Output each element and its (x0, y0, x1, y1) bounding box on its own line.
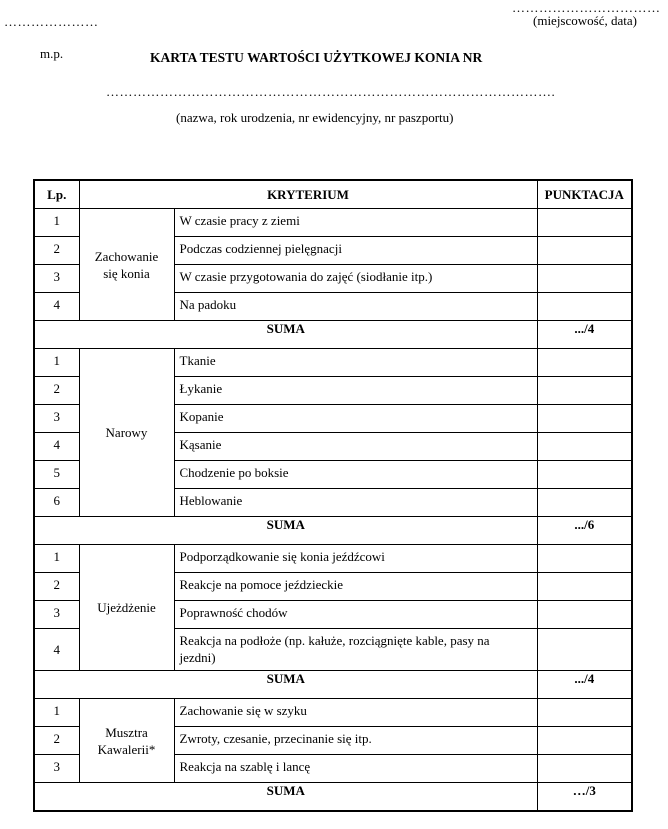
row-number: 4 (34, 433, 79, 461)
row-number: 3 (34, 265, 79, 293)
row-number: 4 (34, 293, 79, 321)
score-cell[interactable] (537, 377, 632, 405)
criterion-text: Zwroty, czesanie, przecinanie się itp. (174, 727, 537, 755)
score-cell[interactable] (537, 349, 632, 377)
criterion-text: Kopanie (174, 405, 537, 433)
score-cell[interactable] (537, 755, 632, 783)
score-cell[interactable] (537, 293, 632, 321)
column-header-score: PUNKTACJA (537, 180, 632, 209)
criterion-text: Chodzenie po boksie (174, 461, 537, 489)
criterion-text: W czasie pracy z ziemi (174, 209, 537, 237)
score-cell[interactable] (537, 629, 632, 671)
row-number: 1 (34, 545, 79, 573)
group-label-vices: Narowy (79, 349, 174, 517)
score-cell[interactable] (537, 405, 632, 433)
table-row (34, 699, 632, 727)
table-row (34, 545, 632, 573)
group-label-dressage: Ujeżdżenie (79, 545, 174, 671)
sum-label: SUMA (34, 671, 537, 699)
score-cell[interactable] (537, 601, 632, 629)
row-number: 3 (34, 755, 79, 783)
score-cell[interactable] (537, 727, 632, 755)
criterion-text: Reakcja na podłoże (np. kałuże, rozciągnięte kable, pasy na jezdni) (174, 629, 537, 671)
place-date-label: (miejscowość, data) (533, 13, 637, 28)
column-header-lp: Lp. (34, 180, 79, 209)
row-number: 5 (34, 461, 79, 489)
row-number: 2 (34, 237, 79, 265)
sum-row (34, 517, 632, 545)
criterion-text: Heblowanie (174, 489, 537, 517)
table-row (34, 349, 632, 377)
score-cell[interactable] (537, 489, 632, 517)
page-title: KARTA TESTU WARTOŚCI UŻYTKOWEJ KONIA NR (150, 50, 483, 65)
row-number: 2 (34, 573, 79, 601)
sum-row (34, 321, 632, 349)
score-cell[interactable] (537, 573, 632, 601)
row-number: 4 (34, 629, 79, 671)
group-label-behaviour: Zachowanie się konia (79, 209, 174, 321)
score-cell[interactable] (537, 237, 632, 265)
row-number: 1 (34, 699, 79, 727)
sum-value[interactable]: .../4 (537, 671, 632, 699)
horse-details-caption: (nazwa, rok urodzenia, nr ewidencyjny, nr paszportu) (176, 110, 454, 125)
row-number: 2 (34, 727, 79, 755)
sum-value[interactable]: .../4 (537, 321, 632, 349)
table-row (34, 209, 632, 237)
column-header-criterion: KRYTERIUM (79, 180, 537, 209)
horse-details-dots: ………………………………………………………………………………………. (106, 84, 556, 99)
criterion-text: Reakcja na szablę i lancę (174, 755, 537, 783)
place-date-dots: …………………………… (512, 0, 661, 15)
criterion-text: Kąsanie (174, 433, 537, 461)
table-header-row (34, 180, 632, 209)
row-number: 6 (34, 489, 79, 517)
sum-value[interactable]: .../6 (537, 517, 632, 545)
criterion-text: W czasie przygotowania do zajęć (siodłanie itp.) (174, 265, 537, 293)
score-cell[interactable] (537, 545, 632, 573)
criterion-text: Reakcje na pomoce jeździeckie (174, 573, 537, 601)
score-cell[interactable] (537, 461, 632, 489)
sum-label: SUMA (34, 321, 537, 349)
signature-dots-left: ………………… (4, 14, 99, 29)
score-cell[interactable] (537, 265, 632, 293)
row-number: 1 (34, 349, 79, 377)
score-cell[interactable] (537, 699, 632, 727)
criterion-text: Łykanie (174, 377, 537, 405)
group-label-cavalry-drill: Musztra Kawalerii* (79, 699, 174, 783)
row-number: 2 (34, 377, 79, 405)
row-number: 3 (34, 405, 79, 433)
criterion-text: Na padoku (174, 293, 537, 321)
criterion-text: Zachowanie się w szyku (174, 699, 537, 727)
criterion-text: Podporządkowanie się konia jeźdźcowi (174, 545, 537, 573)
sum-label: SUMA (34, 517, 537, 545)
row-number: 1 (34, 209, 79, 237)
stamp-place-label: m.p. (40, 46, 64, 61)
row-number: 3 (34, 601, 79, 629)
sum-row (34, 783, 632, 812)
score-cell[interactable] (537, 209, 632, 237)
criterion-text: Poprawność chodów (174, 601, 537, 629)
criterion-text: Tkanie (174, 349, 537, 377)
sum-row (34, 671, 632, 699)
sum-value[interactable]: …/3 (537, 783, 632, 812)
score-cell[interactable] (537, 433, 632, 461)
test-card-table (33, 179, 633, 812)
sum-label: SUMA (34, 783, 537, 812)
criterion-text: Podczas codziennej pielęgnacji (174, 237, 537, 265)
